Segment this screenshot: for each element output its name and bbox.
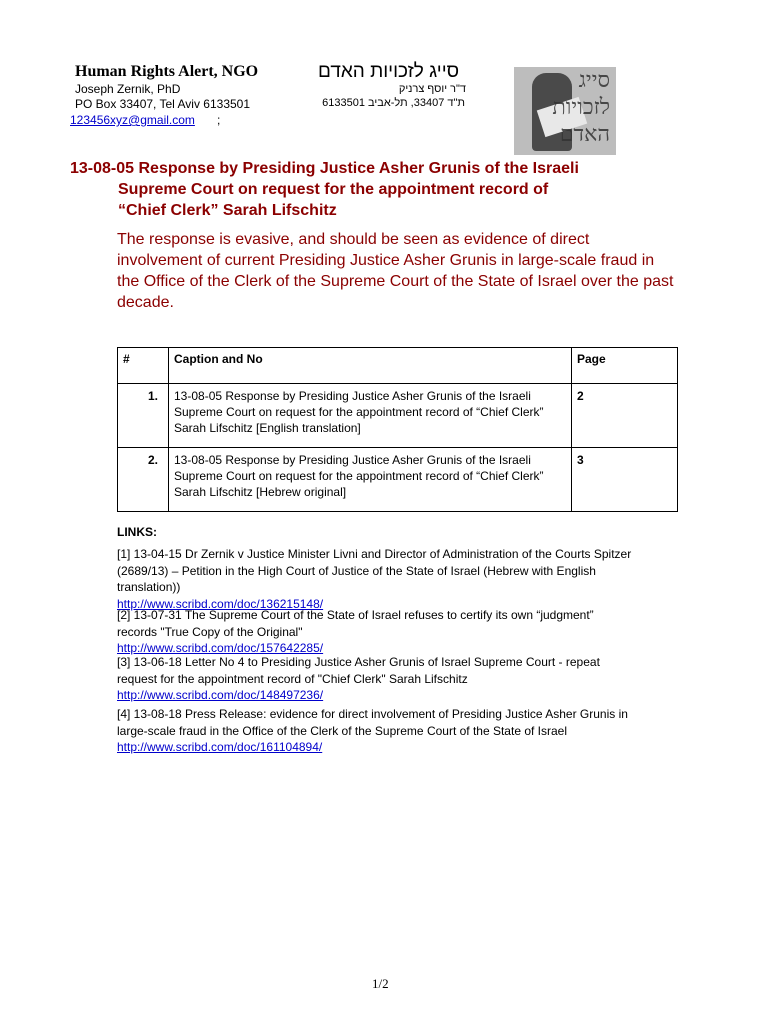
row-page: 3 <box>572 448 678 512</box>
summary-paragraph: The response is evasive, and should be seen as evidence of direct involvement of current Presiding Justice Asher Grunis in large-scale fraud in the Office of the Clerk of the Supreme Court of the State of Israel over the past decade. <box>117 231 674 311</box>
row-page: 2 <box>572 384 678 448</box>
page-indicator: 1/2 <box>372 976 389 991</box>
address-english: PO Box 33407, Tel Aviv 6133501 <box>75 97 251 111</box>
author-name-hebrew: ד"ר יוסף צרניק <box>398 83 466 95</box>
org-name-english: Human Rights Alert, NGO <box>75 63 259 80</box>
column-header-number: # <box>118 348 169 384</box>
row-caption: 13-08-05 Response by Presiding Justice Asher Grunis of the Israeli Supreme Court on request for the appointment record of “Chief Clerk” Sarah Lifschitz [English translation] <box>169 384 572 448</box>
email-link[interactable]: 123456xyz@gmail.com <box>70 113 195 127</box>
link-item <box>117 546 637 612</box>
logo-text-line: האדם <box>559 122 610 147</box>
link-item <box>117 706 637 756</box>
title-line: Supreme Court on request for the appointment record of <box>118 181 549 198</box>
link-url[interactable]: http://www.scribd.com/doc/161104894/ <box>117 740 323 754</box>
title-line: “Chief Clerk” Sarah Lifschitz <box>118 202 337 219</box>
link-description: [4] 13-08-18 Press Release: evidence for direct involvement of Presiding Justice Asher Grunis in large-scale fraud in the Office of the Clerk of the Supreme Court of the State of Israel <box>117 707 628 738</box>
author-name-english: Joseph Zernik, PhD <box>75 82 181 96</box>
table-row <box>118 384 678 448</box>
title-line: 13-08-05 Response by Presiding Justice Asher Grunis of the Israeli <box>70 160 579 177</box>
row-number: 2. <box>118 448 169 512</box>
link-description: [3] 13-06-18 Letter No 4 to Presiding Justice Asher Grunis of Israel Supreme Court - repeat request for the appointment record of "Chief Clerk" Sarah Lifschitz <box>117 655 600 686</box>
link-url[interactable]: http://www.scribd.com/doc/148497236/ <box>117 688 324 702</box>
document-title <box>70 158 670 221</box>
link-item <box>117 654 637 704</box>
table-row <box>118 448 678 512</box>
row-number: 1. <box>118 384 169 448</box>
row-caption: 13-08-05 Response by Presiding Justice Asher Grunis of the Israeli Supreme Court on request for the appointment record of “Chief Clerk” Sarah Lifschitz [Hebrew original] <box>169 448 572 512</box>
link-description: [1] 13-04-15 Dr Zernik v Justice Minister Livni and Director of Administration of the Courts Spitzer (2689/13) – Petition in the High Court of Justice of the State of Israel (Hebrew with English translation)) <box>117 547 632 594</box>
link-url[interactable]: http://www.scribd.com/doc/136215148/ <box>117 596 324 611</box>
logo-text-line: לזכויות <box>552 95 610 120</box>
contents-table <box>117 347 678 512</box>
column-header-caption: Caption and No <box>169 348 572 384</box>
logo-text-line: סייג <box>578 68 610 93</box>
address-hebrew: ת"ד 33407, תל-אביב 6133501 <box>322 97 465 109</box>
table-header-row <box>118 348 678 384</box>
org-name-hebrew: סייג לזכויות האדם <box>318 61 460 82</box>
link-url[interactable]: http://www.scribd.com/doc/157642285/ <box>117 641 324 655</box>
link-description: [2] 13-07-31 The Supreme Court of the State of Israel refuses to certify its own “judgment” records "True Copy of the Original" <box>117 608 594 639</box>
email-suffix: ; <box>217 113 221 127</box>
links-heading: LINKS: <box>117 525 157 539</box>
column-header-page: Page <box>572 348 678 384</box>
link-item <box>117 607 637 657</box>
org-logo-image <box>514 67 616 155</box>
